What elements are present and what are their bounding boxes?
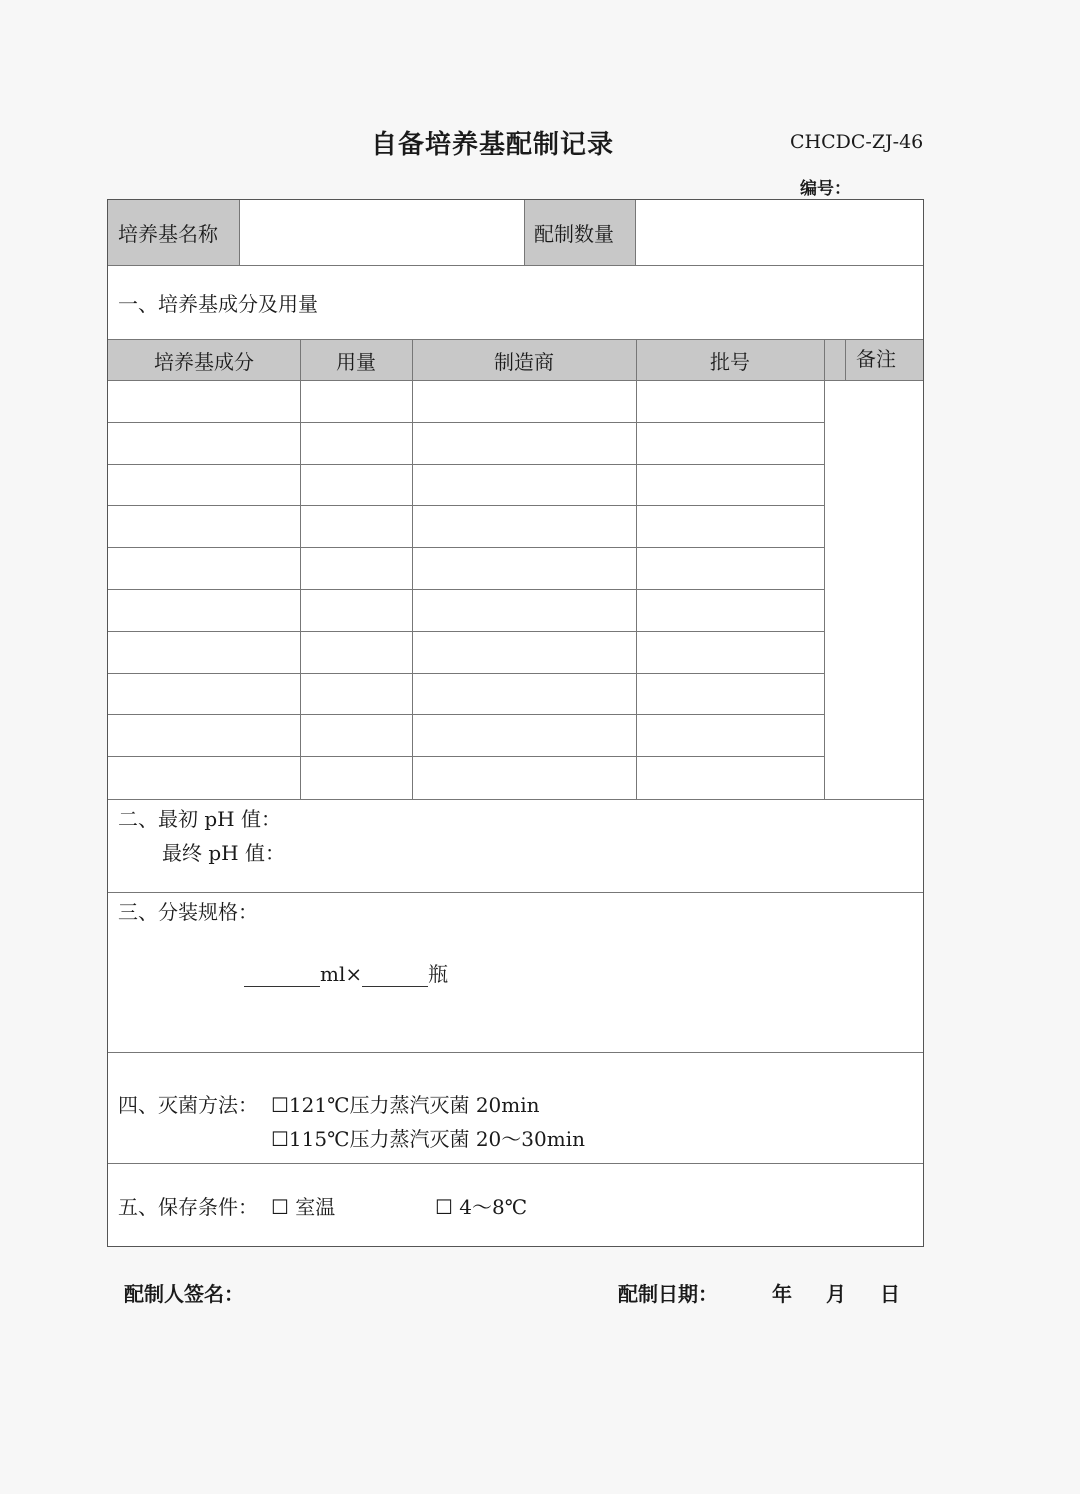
record-form (107, 199, 924, 1247)
table-row (108, 465, 824, 507)
table-cell[interactable] (412, 674, 636, 715)
storage-option-room-temp[interactable]: ☐ 室温 (271, 1195, 336, 1219)
table-cell[interactable] (108, 423, 300, 464)
table-row (108, 423, 824, 465)
table-row (108, 757, 824, 799)
table-cell[interactable] (412, 381, 636, 422)
table-cell[interactable] (300, 715, 412, 756)
quantity-label: 配制数量 (534, 222, 614, 246)
table-cell[interactable] (300, 423, 412, 464)
table-cell[interactable] (300, 381, 412, 422)
table-cell[interactable] (412, 506, 636, 547)
table-cell[interactable] (108, 632, 300, 673)
table-row (108, 715, 824, 757)
table-cell[interactable] (108, 674, 300, 715)
table-cell[interactable] (636, 590, 824, 631)
table-cell[interactable] (636, 757, 824, 799)
date-day: 日 (880, 1282, 900, 1306)
table-row (108, 548, 824, 590)
column-header-manufacturer: 制造商 (494, 350, 554, 374)
medium-name-field[interactable] (240, 200, 523, 265)
table-row (108, 674, 824, 716)
table-cell[interactable] (412, 632, 636, 673)
table-cell[interactable] (636, 632, 824, 673)
serial-number-label: 编号： (800, 179, 851, 199)
date-year: 年 (772, 1282, 792, 1306)
dispense-spec-line (244, 958, 448, 987)
table-cell[interactable] (108, 548, 300, 589)
table-cell[interactable] (636, 381, 824, 422)
table-cell[interactable] (636, 506, 824, 547)
table-cell[interactable] (636, 548, 824, 589)
table-cell[interactable] (108, 715, 300, 756)
table-row (108, 506, 824, 548)
table-cell[interactable] (636, 423, 824, 464)
table-row (108, 632, 824, 674)
bottle-count-blank[interactable] (362, 966, 428, 987)
table-cell[interactable] (108, 506, 300, 547)
final-ph-label: 最终 pH 值： (162, 841, 285, 865)
table-cell[interactable] (108, 381, 300, 422)
table-cell[interactable] (108, 465, 300, 506)
table-cell[interactable] (300, 632, 412, 673)
table-cell[interactable] (412, 757, 636, 799)
storage-option-4-8c[interactable]: ☐ 4～8℃ (435, 1195, 528, 1219)
table-cell[interactable] (412, 465, 636, 506)
table-cell[interactable] (300, 757, 412, 799)
sterilize-option-115[interactable]: ☐115℃压力蒸汽灭菌 20～30min (271, 1127, 585, 1151)
table-cell[interactable] (300, 674, 412, 715)
table-cell[interactable] (636, 715, 824, 756)
remarks-field[interactable] (825, 381, 923, 798)
document-code: CHCDC-ZJ-46 (790, 131, 924, 153)
table-cell[interactable] (300, 548, 412, 589)
section4-title: 四、灭菌方法： (118, 1093, 258, 1117)
preparation-date-label: 配制日期： (618, 1282, 718, 1306)
page-title: 自备培养基配制记录 (370, 130, 614, 160)
table-cell[interactable] (636, 674, 824, 715)
table-cell[interactable] (412, 423, 636, 464)
table-cell[interactable] (412, 548, 636, 589)
table-cell[interactable] (412, 715, 636, 756)
quantity-field[interactable] (636, 200, 924, 265)
column-header-component: 培养基成分 (154, 350, 254, 374)
column-header-remarks: 备注 (856, 347, 896, 371)
table-cell[interactable] (636, 465, 824, 506)
table-cell[interactable] (300, 465, 412, 506)
date-month: 月 (826, 1282, 846, 1306)
column-header-amount: 用量 (336, 350, 376, 374)
initial-ph-label: 二、最初 pH 值： (118, 807, 281, 831)
table-cell[interactable] (108, 590, 300, 631)
ml-unit: ml× (320, 962, 363, 986)
column-header-batch: 批号 (710, 350, 750, 374)
table-row (108, 381, 824, 423)
preparer-signature-label: 配制人签名： (124, 1282, 244, 1306)
section3-title: 三、分装规格： (118, 900, 258, 924)
medium-name-label: 培养基名称 (118, 222, 218, 246)
table-cell[interactable] (412, 590, 636, 631)
ml-volume-blank[interactable] (244, 966, 320, 987)
section5-title: 五、保存条件： (118, 1195, 258, 1219)
table-row (108, 590, 824, 632)
bottle-unit: 瓶 (428, 962, 449, 986)
sterilize-option-121[interactable]: ☐121℃压力蒸汽灭菌 20min (271, 1093, 540, 1117)
section1-title: 一、培养基成分及用量 (118, 292, 318, 316)
table-cell[interactable] (300, 506, 412, 547)
table-cell[interactable] (300, 590, 412, 631)
table-cell[interactable] (108, 757, 300, 799)
